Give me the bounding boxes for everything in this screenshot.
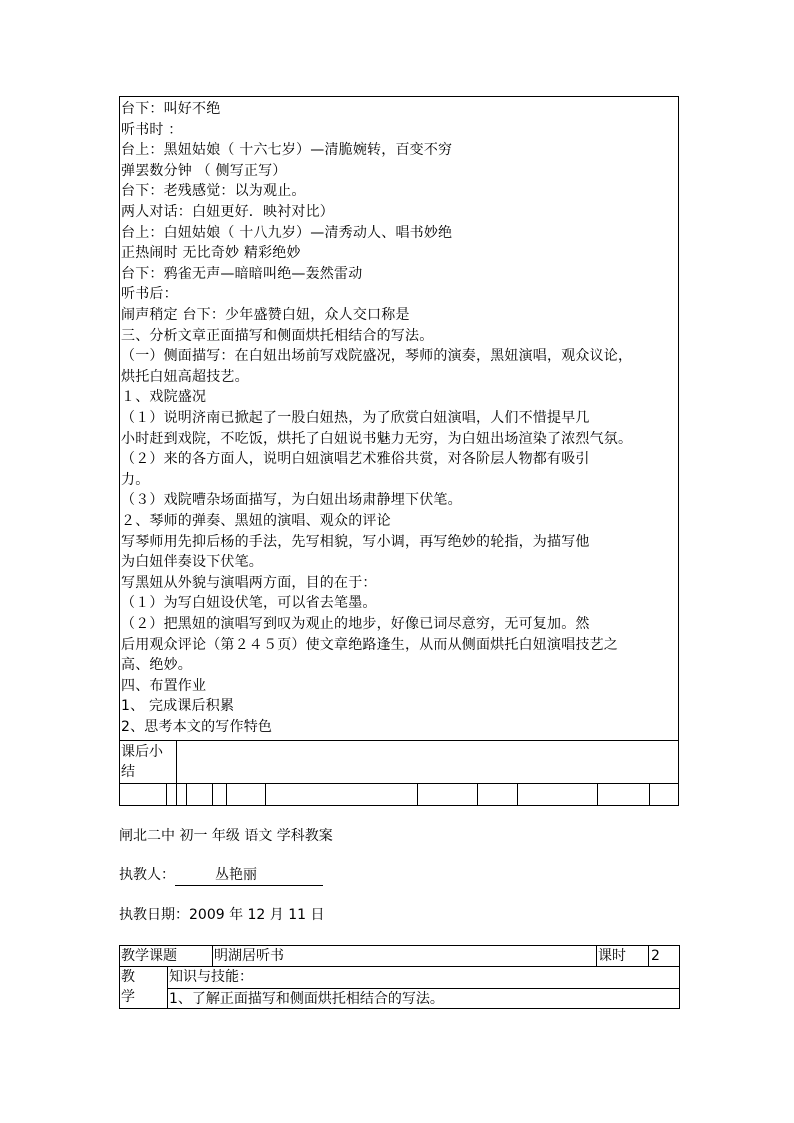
school-line: 闸北二中 初一 年级 语文 学科教案 (119, 828, 333, 844)
cell-divider (649, 784, 650, 805)
note-line: 小时赶到戏院，不吃饭，烘托了白妞说书魅力无穷，为白妞出场渲染了浓烈气氛。 (121, 431, 633, 447)
note-line: 台下：老残感觉：以为观止。 (121, 183, 306, 199)
goals-label-2: 学 (121, 989, 135, 1005)
empty-signature-row (119, 784, 679, 806)
cell-divider (265, 784, 266, 805)
lesson-summary-row (119, 740, 679, 784)
date-label: 执教日期： (119, 907, 189, 923)
note-line: 1、 完成课后积累 (121, 698, 235, 714)
note-line: 正热闹时 无比奇妙 精彩绝妙 (121, 245, 301, 261)
cell-divider (212, 946, 213, 966)
goal-item-1: 1、了解正面描写和侧面烘托相结合的写法。 (169, 991, 444, 1007)
note-line: ２、琴师的弹奏、黑妞的演唱、观众的评论 (121, 513, 391, 529)
cell-divider (226, 784, 227, 805)
note-line: 后用观众评论（第２４５页）使文章绝路逢生，从而从侧面烘托白妞演唱技艺之 (121, 637, 618, 653)
hours-label: 课时 (598, 948, 626, 964)
cell-divider (417, 784, 418, 805)
note-line: （１）说明济南已掀起了一股白妞热，为了欣赏白妞演唱，人们不惜提早几 (121, 410, 590, 426)
section-heading: 知识与技能： (169, 969, 253, 985)
note-line: 弹罢数分钟 （ 侧写正写） (121, 163, 287, 179)
note-line: 三、分析文章正面描写和侧面烘托相结合的写法。 (121, 328, 434, 344)
cell-divider (596, 946, 597, 966)
note-line: （一）侧面描写：在白妞出场前写戏院盛况，琴师的演奏，黑妞演唱，观众议论， (121, 348, 633, 364)
note-line: 听书后： (121, 286, 178, 302)
date-value: 2009 年 12 月 11 日 (189, 907, 325, 923)
hours-value: 2 (651, 948, 660, 964)
note-line: 2、思考本文的写作特色 (121, 719, 273, 735)
lesson-plan-table (119, 945, 680, 1009)
note-line: 台上：黑妞姑娘（ 十六七岁）—清脆婉转，百变不穷 (121, 142, 453, 158)
note-line: 高、绝妙。 (121, 657, 192, 673)
note-line: 烘托白妞高超技艺。 (121, 369, 249, 385)
teacher-label: 执教人： (119, 867, 175, 883)
note-line: （２）把黑妞的演唱写到叹为观止的地步，好像已词尽意穷，无可复加。然 (121, 616, 590, 632)
summary-label (121, 742, 175, 782)
cell-divider (648, 946, 649, 966)
note-line: １、戏院盛况 (121, 389, 207, 405)
cell-divider (597, 784, 598, 805)
note-line: 台上：白妞姑娘（ 十八九岁）—清秀动人、唱书妙绝 (121, 225, 453, 241)
note-line: 写黑妞从外貌与演唱两方面，目的在于： (121, 575, 377, 591)
cell-divider (186, 784, 187, 805)
cell-divider (212, 784, 213, 805)
teacher-line (119, 865, 323, 886)
note-line: （１）为写白妞设伏笔，可以省去笔墨。 (121, 595, 377, 611)
date-line (119, 905, 325, 925)
note-line: 四、布置作业 (121, 678, 207, 694)
topic-label: 教学课题 (121, 948, 177, 964)
cell-divider (477, 784, 478, 805)
teacher-name: 丛艳丽 (175, 865, 323, 886)
note-line: 台下：叫好不绝 (121, 101, 221, 117)
note-line: 两人对话：白妞更好．映衬对比） (121, 204, 334, 220)
goals-label-1: 教 (121, 969, 135, 985)
cell-divider (176, 784, 177, 805)
note-line: （２）来的各方面人，说明白妞演唱艺术雅俗共赏，对各阶层人物都有吸引 (121, 451, 590, 467)
note-line: 台下：鸦雀无声—暗暗叫绝—轰然雷动 (121, 266, 363, 282)
note-line: 写琴师用先抑后杨的手法，先写相貌，写小调，再写绝妙的轮指，为描写他 (121, 534, 590, 550)
cell-divider (517, 784, 518, 805)
topic-value: 明湖居听书 (214, 948, 284, 964)
note-line: 听书时 ： (121, 122, 183, 138)
summary-divider (176, 740, 177, 783)
plan-header-row (120, 946, 679, 967)
note-line: 为白妞伴奏设下伏笔。 (121, 554, 263, 570)
lesson-notes-cell (119, 96, 679, 741)
note-line: 闹声稍定 台下：少年盛赞白妞，众人交口称是 (121, 307, 410, 323)
cell-divider (166, 784, 167, 805)
note-line: 力。 (121, 472, 150, 488)
summary-label-line2: 结 (121, 764, 135, 780)
summary-label-line1: 课后小 (121, 744, 163, 760)
note-line: （３）戏院嘈杂场面描写，为白妞出场肃静埋下伏笔。 (121, 492, 462, 508)
goals-label-cell (120, 967, 168, 1009)
